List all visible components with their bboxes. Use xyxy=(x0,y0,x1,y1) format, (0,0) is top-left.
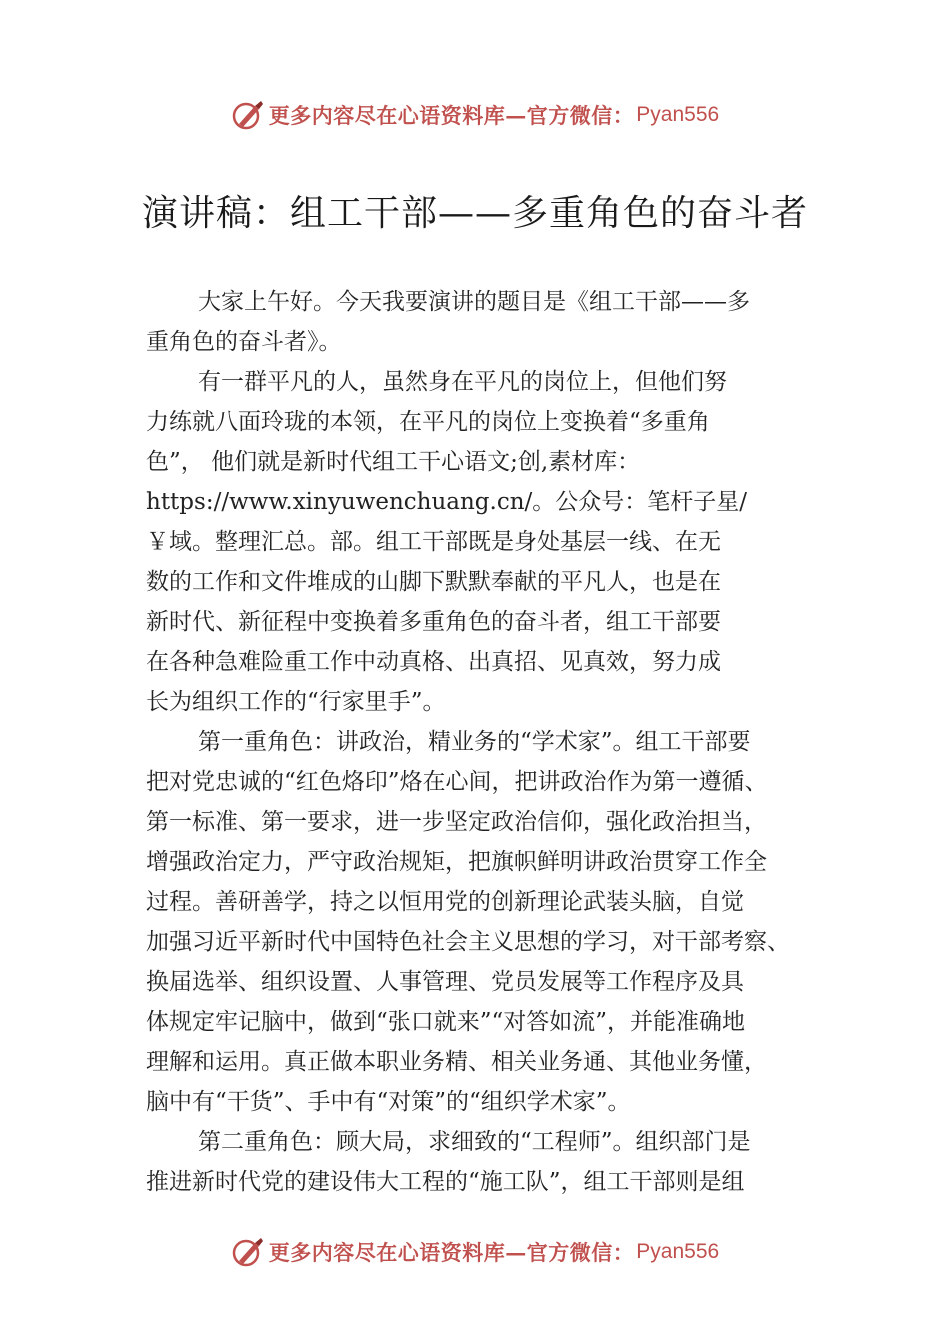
paragraph-line: 在各种急难险重工作中动真格、出真招、见真效，努力成 xyxy=(146,649,721,675)
paragraph-line: 大家上午好。今天我要演讲的题目是《组工干部——多 xyxy=(198,289,750,315)
paragraph-line: 色”， 他们就是新时代组工干心语文;创,素材库： xyxy=(146,449,641,475)
banner-wechat-id: Pyan556 xyxy=(636,1240,720,1263)
paragraph-line: 加强习近平新时代中国特色社会主义思想的学习，对干部考察、 xyxy=(146,929,790,955)
paragraph-1 xyxy=(146,282,846,362)
paragraph-line: 增强政治定力，严守政治规矩，把旗帜鲜明讲政治贯穿工作全 xyxy=(146,849,767,875)
paragraph-line: 数的工作和文件堆成的山脚下默默奉献的平凡人，也是在 xyxy=(146,569,721,595)
paragraph-2 xyxy=(146,362,846,722)
document-title: 演讲稿：组工干部——多重角色的奋斗者 xyxy=(141,193,808,234)
paragraph-line: 长为组织工作的“行家里手”。 xyxy=(146,689,446,715)
paragraph-line: 体规定牢记脑中，做到“张口就来”“对答如流”，并能准确地 xyxy=(146,1009,746,1035)
banner-wechat-id: Pyan556 xyxy=(636,103,720,126)
paragraph-line: 第一标准、第一要求，进一步坚定政治信仰，强化政治担当， xyxy=(146,809,767,835)
paragraph-line: 换届选举、组织设置、人事管理、党员发展等工作程序及具 xyxy=(146,969,744,995)
paragraph-line: 第二重角色：顾大局，求细致的“工程师”。组织部门是 xyxy=(198,1129,751,1155)
paragraph-line: 过程。善研善学，持之以恒用党的创新理论武装头脑，自觉 xyxy=(146,889,744,915)
paragraph-line: 力练就八面玲珑的本领，在平凡的岗位上变换着“多重角 xyxy=(146,409,710,435)
paragraph-line: 有一群平凡的人，虽然身在平凡的岗位上，但他们努 xyxy=(198,369,727,395)
footer-banner xyxy=(0,1232,950,1272)
pen-logo-icon xyxy=(231,98,265,132)
paragraph-line: ￥域。整理汇总。部。组工干部既是身处基层一线、在无 xyxy=(146,529,721,555)
paragraph-line: 推进新时代党的建设伟大工程的“施工队”，组工干部则是组 xyxy=(146,1169,745,1195)
banner-text: 更多内容尽在心语资料库—官方微信： xyxy=(268,1240,635,1265)
paragraph-line: https://www.xinyuwenchuang.cn/。公众号：笔杆子星/ xyxy=(146,489,748,515)
paragraph-line: 脑中有“干货”、手中有“对策”的“组织学术家”。 xyxy=(146,1089,631,1115)
paragraph-line: 把对党忠诚的“红色烙印”烙在心间，把讲政治作为第一遵循、 xyxy=(146,769,768,795)
banner-text: 更多内容尽在心语资料库—官方微信： xyxy=(268,103,635,128)
paragraph-4 xyxy=(146,1122,846,1202)
paragraph-line: 理解和运用。真正做本职业务精、相关业务通、其他业务懂， xyxy=(146,1049,767,1075)
paragraph-3 xyxy=(146,722,846,1122)
paragraph-line: 重角色的奋斗者》。 xyxy=(146,329,342,355)
pen-logo-icon xyxy=(231,1235,265,1269)
header-banner xyxy=(0,95,950,135)
paragraph-line: 第一重角色：讲政治，精业务的“学术家”。组工干部要 xyxy=(198,729,751,755)
paragraph-line: 新时代、新征程中变换着多重角色的奋斗者，组工干部要 xyxy=(146,609,721,635)
